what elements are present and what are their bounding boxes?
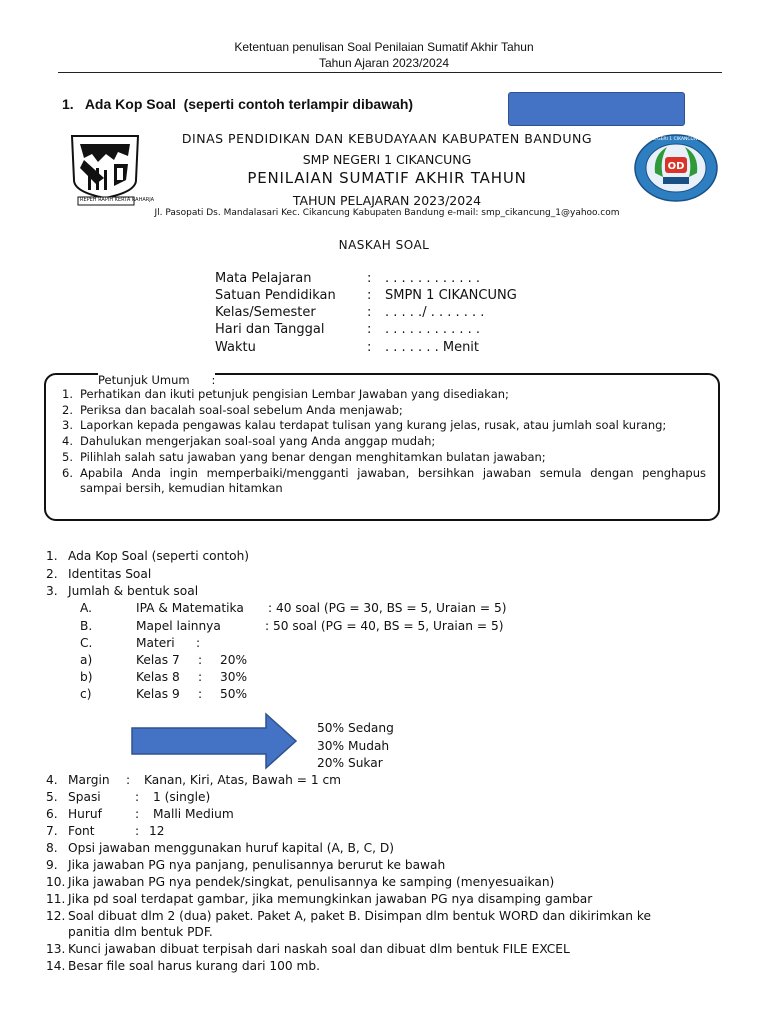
petunjuk-item-num: 4. — [62, 434, 73, 449]
list-item — [46, 840, 394, 857]
list-num: 14. — [46, 959, 66, 973]
list-label: Spasi — [68, 790, 101, 804]
list-text: Identitas Soal — [68, 567, 152, 581]
list-item-spasi — [46, 789, 210, 806]
difficulty-note: 50% Sedang — [317, 721, 394, 735]
sub-colon: : — [198, 653, 203, 667]
list-item — [46, 874, 554, 891]
kop-exam-title: PENILAIAN SUMATIF AKHIR TAHUN — [247, 169, 527, 187]
petunjuk-item-text: Periksa dan bacalah soal-soal sebelum Anda menjawab; — [80, 402, 403, 417]
materi-kelas-7 — [80, 652, 247, 669]
petunjuk-item-num: 1. — [62, 387, 73, 401]
info-colon: : — [367, 288, 372, 303]
sub-label: Mapel lainnya — [136, 619, 221, 633]
list-num: 6. — [46, 807, 58, 821]
list-num: 10. — [46, 875, 66, 889]
list-item-continuation: panitia dlm bentuk PDF. — [68, 925, 213, 939]
info-colon: : — [367, 305, 372, 320]
petunjuk-item-num: 3. — [62, 418, 73, 433]
list-text: Ada Kop Soal (seperti contoh) — [68, 549, 250, 563]
list-item — [46, 908, 651, 925]
list-text: Jika jawaban PG nya pendek/singkat, penulisannya ke samping (menyesuaikan) — [68, 875, 555, 889]
list-num: 9. — [46, 858, 58, 872]
list-num: 8. — [46, 841, 58, 855]
sub-text: : 40 soal (PG = 30, BS = 5, Uraian = 5) — [268, 601, 507, 615]
sub-item-b — [80, 618, 503, 635]
sub-item-c — [80, 635, 200, 652]
info-colon: : — [367, 271, 372, 286]
info-label: Satuan Pendidikan — [215, 288, 336, 303]
sub-key: c) — [80, 687, 92, 701]
blue-rectangle-shape — [508, 92, 685, 126]
sub-text: : — [196, 636, 201, 650]
info-value: . . . . . . . Menit — [385, 340, 480, 355]
list-text: Opsi jawaban menggunakan huruf kapital (A, B, C, D) — [68, 841, 395, 855]
sub-value: 30% — [220, 670, 248, 684]
svg-text:OD: OD — [667, 161, 685, 172]
info-label: Hari dan Tanggal — [215, 322, 325, 337]
list-colon: : — [126, 773, 131, 787]
info-label: Waktu — [215, 340, 256, 355]
list-num: 1. — [46, 549, 58, 563]
kop-school-name: SMP NEGERI 1 CIKANCUNG — [302, 152, 472, 167]
difficulty-note: 20% Sukar — [317, 756, 383, 770]
info-value: SMPN 1 CIKANCUNG — [385, 288, 517, 303]
left-logo-motto: REPEH RAPIH KERTA RAHARJA — [80, 197, 155, 203]
info-row-satuan-pendidikan — [215, 287, 517, 304]
petunjuk-item — [62, 450, 706, 466]
list-text: Jumlah & bentuk soal — [68, 584, 199, 598]
petunjuk-item-text: Perhatikan dan ikuti petunjuk pengisian Lembar Jawaban yang disediakan; — [80, 387, 509, 401]
petunjuk-item-num: 2. — [62, 402, 73, 417]
info-colon: : — [367, 340, 372, 355]
list-text: Besar file soal harus kurang dari 100 mb. — [68, 959, 320, 973]
petunjuk-item-text: Dahulukan mengerjakan soal-soal yang Anda anggap mudah; — [80, 434, 436, 449]
list-item — [46, 857, 445, 874]
petunjuk-item-text: Pilihlah salah satu jawaban yang benar dengan menghitamkan bulatan jawaban; — [80, 449, 546, 464]
list-item — [46, 958, 320, 975]
sub-label: Kelas 7 — [136, 653, 180, 667]
info-row-waktu — [215, 339, 479, 356]
list-label: Font — [68, 824, 95, 838]
doc-header-year: Tahun Ajaran 2023/2024 — [318, 56, 450, 70]
list-text: 1 (single) — [153, 790, 211, 804]
info-value: . . . . ./ . . . . . . . — [385, 305, 485, 320]
list-num: 13. — [46, 942, 66, 956]
materi-kelas-9 — [80, 686, 247, 703]
header-divider — [58, 72, 722, 73]
sub-key: a) — [80, 653, 93, 667]
list-text: 12 — [149, 824, 165, 838]
sub-key: C. — [80, 636, 93, 650]
info-value: . . . . . . . . . . . . — [385, 271, 481, 286]
petunjuk-item — [62, 387, 706, 403]
petunjuk-item-num: 5. — [62, 449, 73, 464]
materi-kelas-8 — [80, 669, 247, 686]
list-text: Soal dibuat dlm 2 (dua) paket. Paket A, paket B. Disimpan dlm bentuk WORD dan dikirimkan ke — [68, 909, 651, 923]
kop-address: Jl. Pasopati Ds. Mandalasari Kec. Cikancung Kabupaten Bandung e-mail: smp_cikancung_1@yahoo.com — [154, 208, 620, 218]
info-label: Kelas/Semester — [215, 305, 316, 320]
list-item — [46, 548, 249, 565]
list-colon: : — [135, 790, 140, 804]
kop-dinas: DINAS PENDIDIKAN DAN KEBUDAYAAN KABUPATEN BANDUNG — [181, 131, 593, 146]
list-item — [46, 941, 570, 958]
difficulty-note: 30% Mudah — [317, 739, 390, 753]
list-item — [46, 583, 198, 600]
sub-item-a — [80, 600, 506, 617]
list-text: Malli Medium — [153, 807, 234, 821]
list-num: 3. — [46, 584, 58, 598]
list-num: 11. — [46, 892, 66, 906]
list-label: Huruf — [68, 807, 102, 821]
sub-label: IPA & Matematika — [136, 601, 244, 615]
petunjuk-item-text: Apabila Anda ingin memperbaiki/mengganti jawaban, bersihkan jawaban semula dengan penghapus sampai bersih, kemudian hitamkan — [80, 465, 706, 496]
sub-text: : 50 soal (PG = 40, BS = 5, Uraian = 5) — [265, 619, 504, 633]
naskah-soal-title: NASKAH SOAL — [338, 238, 430, 252]
list-num: 5. — [46, 790, 58, 804]
info-row-hari-tanggal — [215, 321, 480, 338]
list-colon: : — [135, 824, 140, 838]
school-logo-ring-text: SMP NEGERI 1 CIKANCUNG KAB. BANDUNG — [640, 137, 738, 142]
sub-key: B. — [80, 619, 93, 633]
right-arrow-shape — [130, 712, 300, 775]
info-row-mata-pelajaran — [215, 270, 480, 287]
sub-label: Kelas 8 — [136, 670, 180, 684]
sub-value: 50% — [220, 687, 248, 701]
list-item-huruf — [46, 806, 234, 823]
info-label: Mata Pelajaran — [215, 271, 312, 286]
sub-key: A. — [80, 601, 92, 615]
petunjuk-item-num: 6. — [62, 465, 73, 480]
list-text: Jika jawaban PG nya panjang, penulisannya berurut ke bawah — [68, 858, 446, 872]
petunjuk-item — [62, 418, 706, 434]
list-text: Jika pd soal terdapat gambar, jika memungkinkan jawaban PG nya disamping gambar — [68, 892, 593, 906]
list-colon: : — [135, 807, 140, 821]
info-value: . . . . . . . . . . . . — [385, 322, 481, 337]
petunjuk-item — [62, 466, 706, 497]
doc-header-title: Ketentuan penulisan Soal Penilaian Sumatif Akhir Tahun — [234, 40, 534, 54]
list-num: 2. — [46, 567, 58, 581]
list-text: Kanan, Kiri, Atas, Bawah = 1 cm — [144, 773, 342, 787]
school-logo — [633, 133, 738, 207]
list-item-margin — [46, 772, 341, 789]
list-item-font — [46, 823, 165, 840]
sub-label: Materi — [136, 636, 175, 650]
list-item — [46, 891, 592, 908]
sub-label: Kelas 9 — [136, 687, 180, 701]
petunjuk-umum-title: Petunjuk Umum : — [98, 373, 216, 387]
info-row-kelas-semester — [215, 304, 484, 321]
sub-value: 20% — [220, 653, 248, 667]
list-item — [46, 566, 151, 583]
list-label: Margin — [68, 773, 110, 787]
section-1-heading: 1. Ada Kop Soal (seperti contoh terlampir dibawah) — [62, 96, 414, 112]
list-num: 7. — [46, 824, 58, 838]
sub-colon: : — [198, 687, 203, 701]
petunjuk-item — [62, 403, 706, 419]
list-num: 4. — [46, 773, 58, 787]
info-colon: : — [367, 322, 372, 337]
petunjuk-item-text: Laporkan kepada pengawas kalau terdapat tulisan yang kurang jelas, rusak, atau jumlah soal kurang; — [80, 418, 667, 433]
list-num: 12. — [46, 909, 66, 923]
sub-key: b) — [80, 670, 93, 684]
petunjuk-item — [62, 434, 706, 450]
list-text: Kunci jawaban dibuat terpisah dari naskah soal dan dibuat dlm bentuk FILE EXCEL — [68, 942, 570, 956]
kop-school-year: TAHUN PELAJARAN 2023/2024 — [292, 193, 482, 208]
petunjuk-umum-list — [62, 387, 706, 497]
sub-colon: : — [198, 670, 203, 684]
